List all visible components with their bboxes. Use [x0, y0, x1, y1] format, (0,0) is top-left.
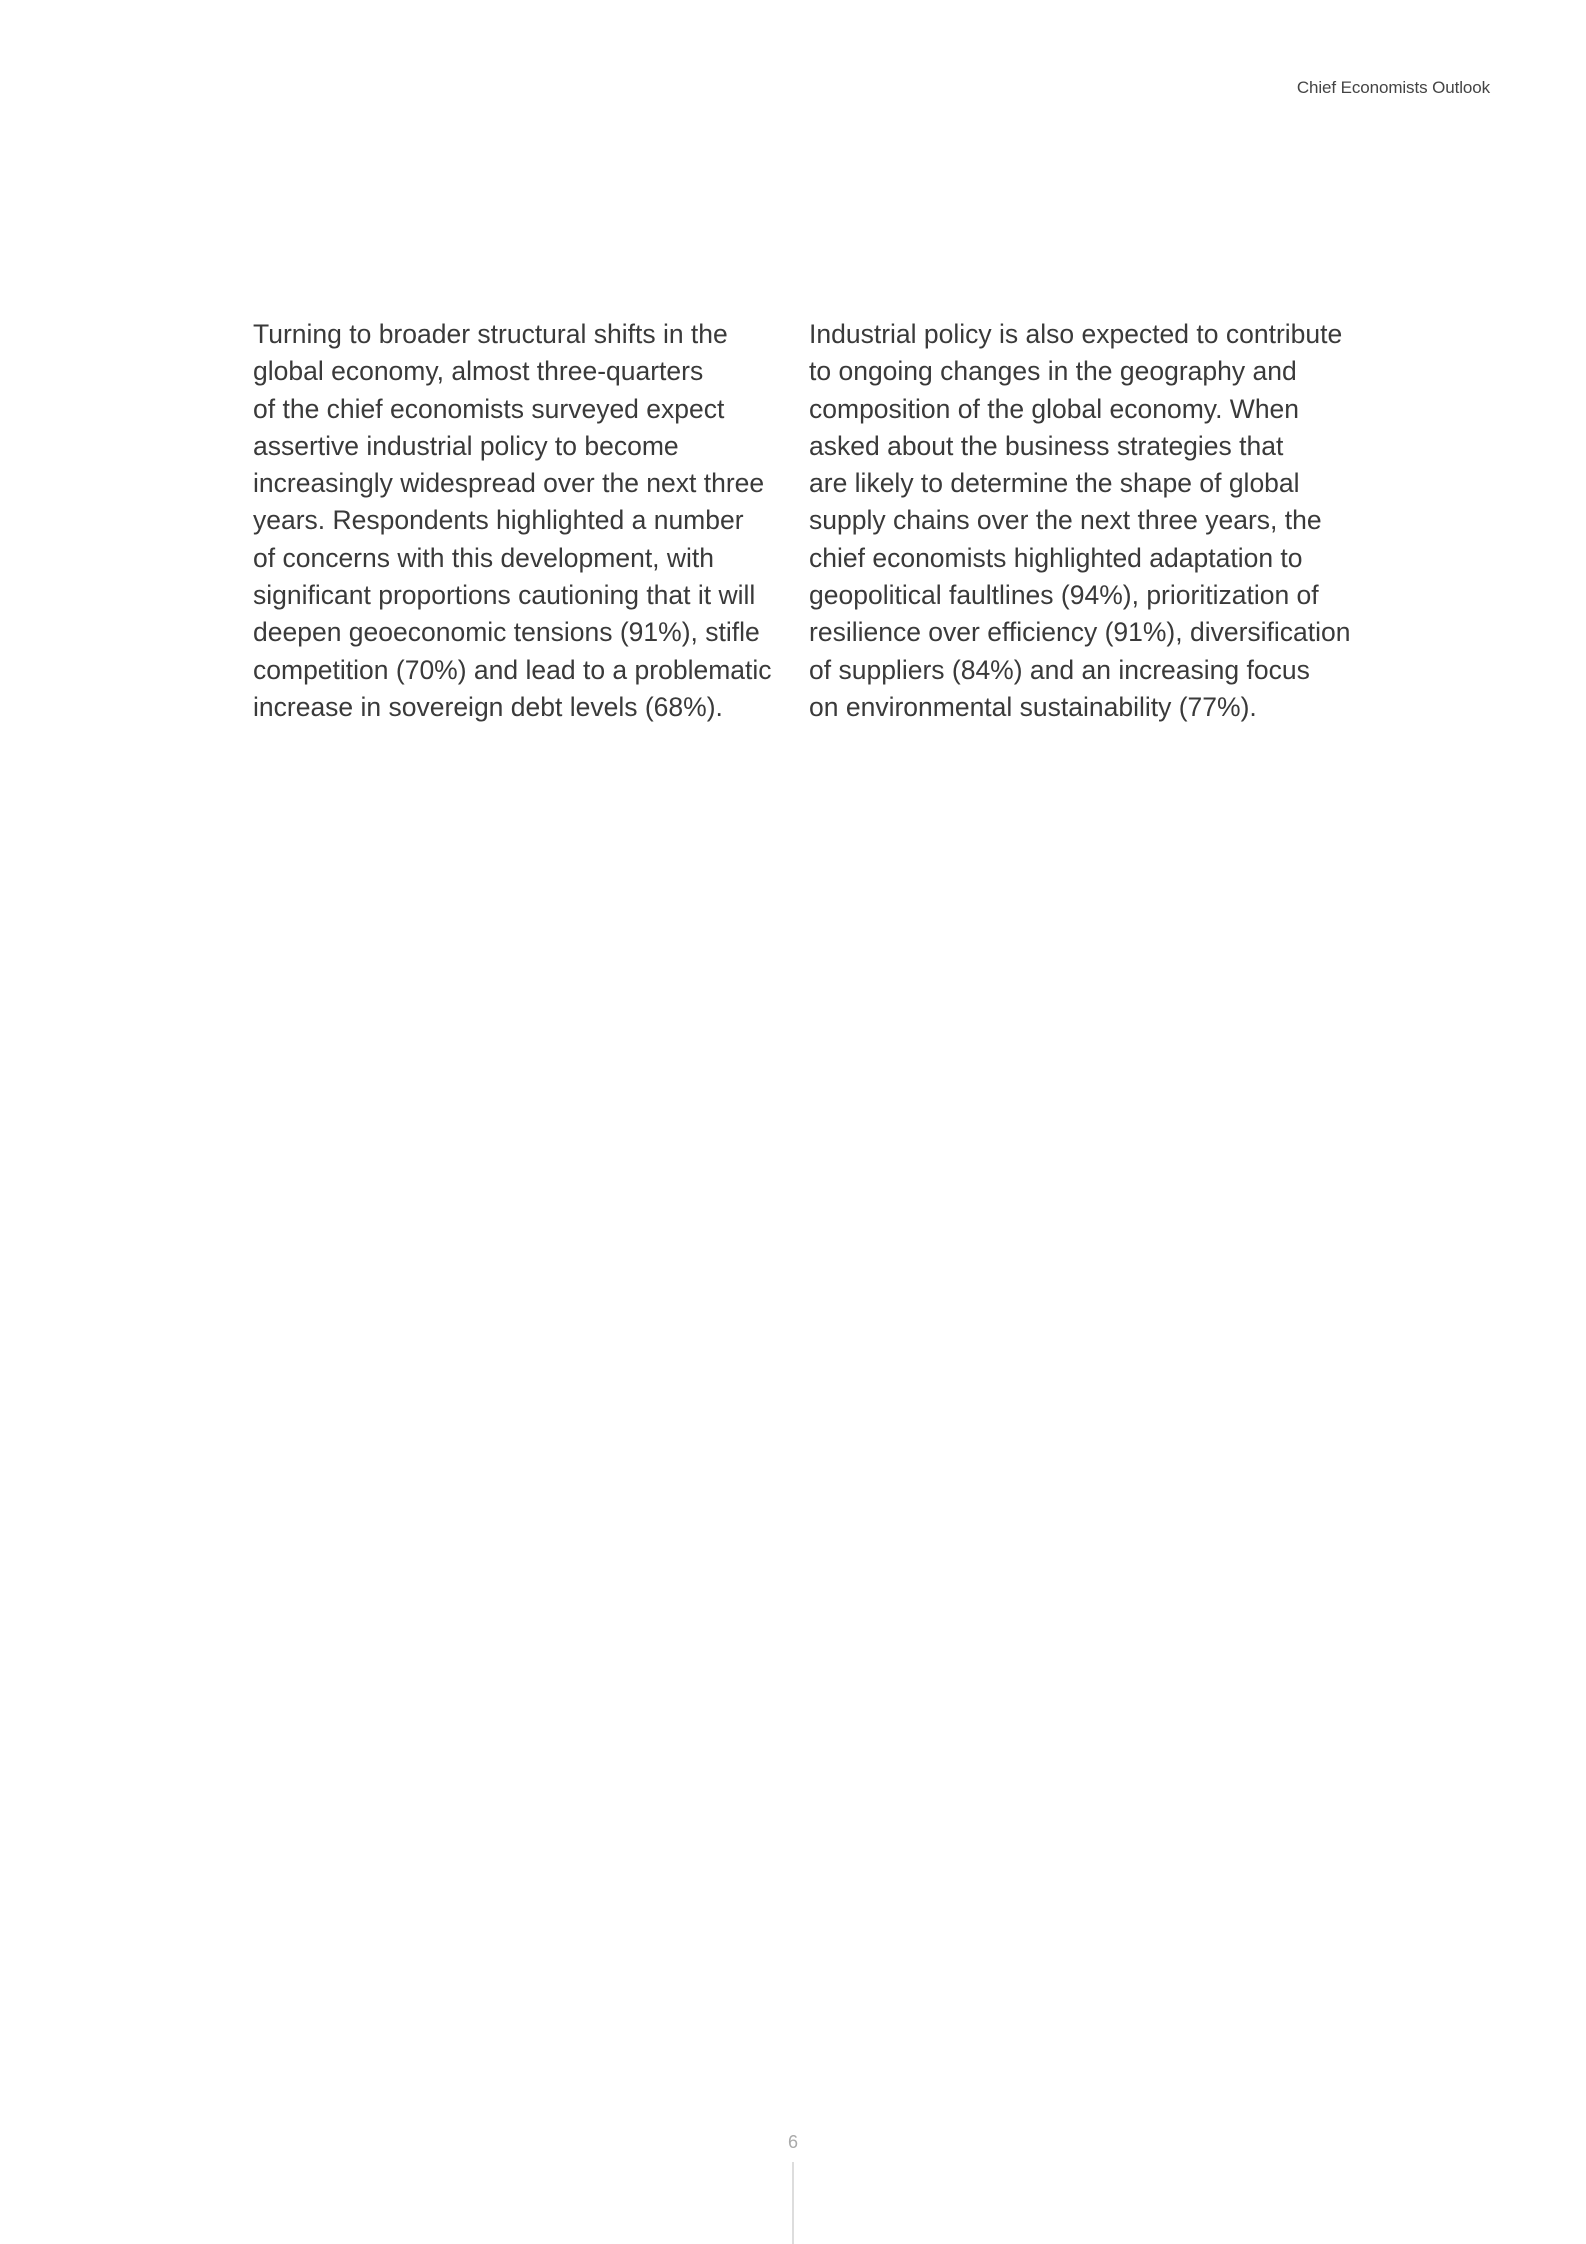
- text-line: increasingly widespread over the next three: [253, 468, 765, 499]
- text-line: Industrial policy is also expected to contribute: [809, 319, 1343, 349]
- text-line: global economy, almost three-quarters: [253, 356, 704, 387]
- text-line: resilience over efficiency (91%), diversification: [809, 617, 1351, 648]
- text-line: competition (70%) and lead to a problematic: [253, 654, 772, 685]
- text-line: are likely to determine the shape of global: [809, 468, 1300, 499]
- page-divider-line: [792, 2162, 794, 2244]
- text-line: deepen geoeconomic tensions (91%), stifle: [253, 617, 760, 648]
- text-line: significant proportions cautioning that it will: [253, 580, 756, 611]
- text-line: asked about the business strategies that: [809, 430, 1284, 461]
- text-line: to ongoing changes in the geography and: [809, 356, 1297, 387]
- text-line: Turning to broader structural shifts in the: [253, 319, 728, 349]
- text-line: chief economists highlighted adaptation to: [809, 542, 1303, 573]
- text-line: assertive industrial policy to become: [253, 430, 679, 461]
- text-line: of the chief economists surveyed expect: [253, 393, 725, 424]
- text-line: of concerns with this development, with: [253, 542, 715, 573]
- left-column-paragraph: [253, 316, 779, 726]
- text-line: geopolitical faultlines (94%), prioritization of: [809, 580, 1319, 611]
- right-column-paragraph: [809, 316, 1351, 726]
- text-line: composition of the global economy. When: [809, 393, 1300, 424]
- text-line: supply chains over the next three years, the: [809, 505, 1322, 536]
- text-line: of suppliers (84%) and an increasing focus: [809, 654, 1310, 685]
- page-number: 6: [787, 2132, 798, 2152]
- running-header: Chief Economists Outlook: [1296, 78, 1490, 97]
- body-text-columns: [253, 316, 1353, 726]
- text-line: increase in sovereign debt levels (68%).: [253, 691, 723, 722]
- text-line: years. Respondents highlighted a number: [253, 505, 744, 536]
- text-line: on environmental sustainability (77%).: [809, 691, 1257, 722]
